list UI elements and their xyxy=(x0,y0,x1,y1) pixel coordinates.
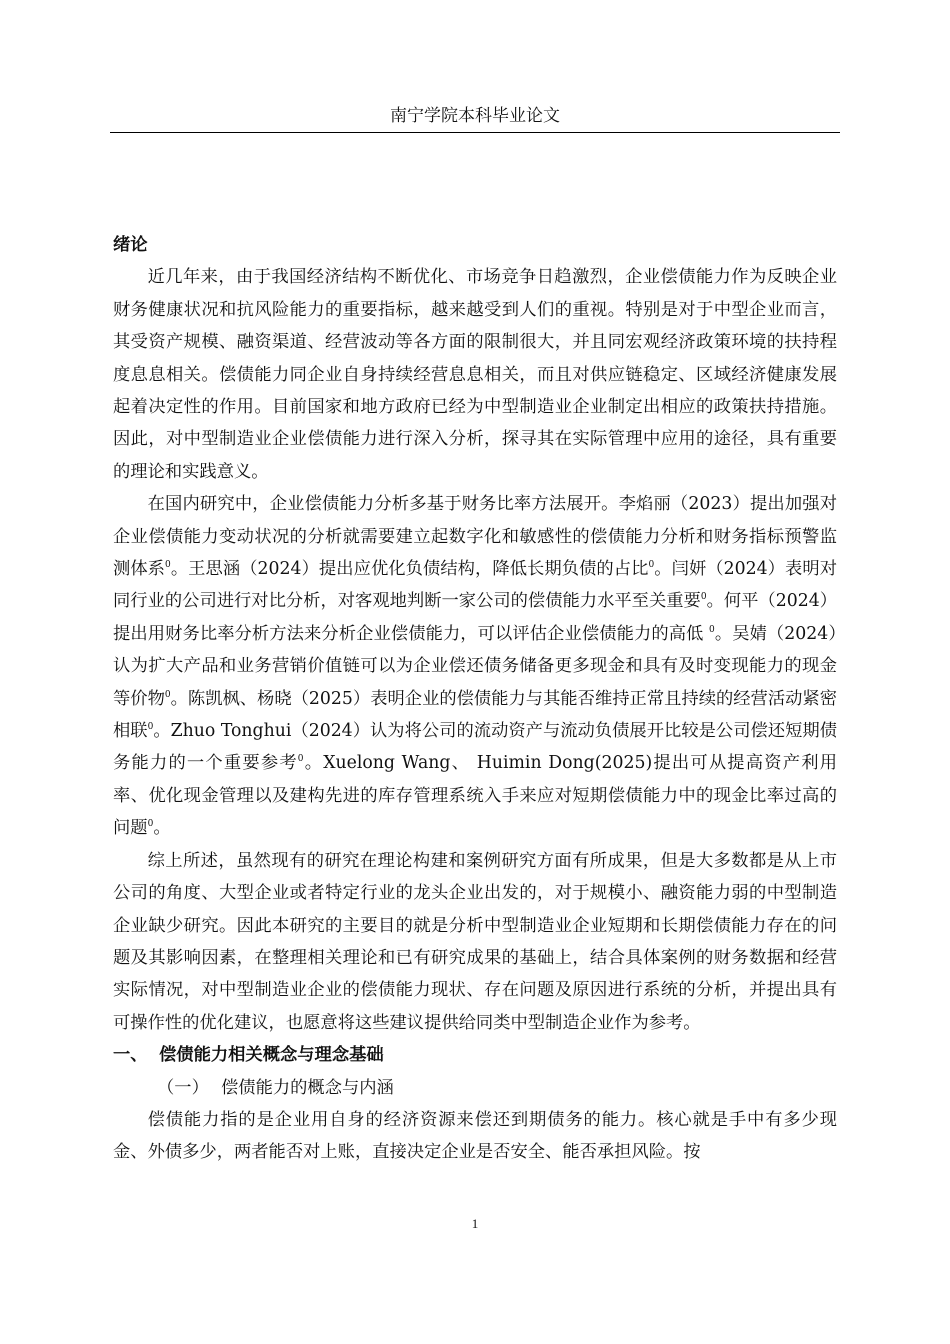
section-title: 偿债能力相关概念与理念基础 xyxy=(159,1045,384,1066)
page-body xyxy=(113,229,837,1169)
reference-marker: 0 xyxy=(297,754,304,765)
citation-sentence-4: 。何平（2024）提出用财务比率分析方法来分析企业偿债能力，可以评估企业偿债能力的高低 xyxy=(113,591,837,644)
subsection-title: 偿债能力的概念与内涵 xyxy=(221,1077,394,1098)
reference-marker: 0 xyxy=(700,592,707,603)
page-number: 1 xyxy=(471,1216,479,1231)
citation-sentence-7: 。Zhuo Tonghui（2024）认为将公司的流动资产与流动负债展开比较是公司偿还短期债务能力的一个重要参考 xyxy=(113,721,837,774)
citation-sentence-5: 。吴婧（2024）认为扩大产品和业务营销价值链可以为企业偿还债务储备更多现金和具有及时变现能力的现金等价物 xyxy=(113,623,837,709)
section-number: 一、 xyxy=(113,1045,148,1066)
subsection-heading xyxy=(113,1072,837,1104)
citation-sentence-9: 。 xyxy=(153,818,171,839)
citation-sentence-2: 。王思涵（2024）提出应优化负债结构，降低长期负债的占比 xyxy=(170,559,649,580)
reference-marker: 0 xyxy=(648,560,655,571)
section-heading xyxy=(113,1039,837,1071)
reference-marker: 0 xyxy=(147,819,154,830)
intro-heading: 绪论 xyxy=(113,235,148,255)
reference-marker: 0 xyxy=(147,722,154,733)
reference-marker: 0 xyxy=(164,689,171,700)
header-rule xyxy=(110,132,840,133)
citation-sentence-8: 。Xuelong Wang、 Huimin Dong(2025)提出可从提高资产利用率、优化现金管理以及建构先进的库存管理系统入手来应对短期偿债能力中的现金比率过高的问题 xyxy=(113,753,837,839)
intro-paragraph-1: 近几年来，由于我国经济结构不断优化、市场竞争日趋激烈，企业偿债能力作为反映企业财务健康状况和抗风险能力的重要指标，越来越受到人们的重视。特别是对于中型企业而言，其受资产规模、融资渠道、经营波动等各方面的限制很大，并且同宏观经济政策环境的扶持程度息息相关。偿债能力同企业自身持续经营息息相关，而且对供应链稳定、区域经济健康发展起着决定性的作用。目前国家和地方政府已经为中型制造业企业制定出相应的政策扶持措施。因此，对中型制造业企业偿债能力进行深入分析，探寻其在实际管理中应用的途径，具有重要的理论和实践意义。 xyxy=(113,267,837,482)
reference-marker: 0 xyxy=(709,625,715,636)
subsection-paragraph: 偿债能力指的是企业用自身的经济资源来偿还到期债务的能力。核心就是手中有多少现金、外债多少，两者能否对上账，直接决定企业是否安全、能否承担风险。按 xyxy=(113,1109,837,1163)
citation-sentence-3: 。闫妍（2024）表明对同行业的公司进行对比分析，对客观地判断一家公司的偿债能力水平至关重要 xyxy=(113,559,837,612)
intro-paragraph-3: 综上所述，虽然现有的研究在理论构建和案例研究方面有所成果，但是大多数都是从上市公司的角度、大型企业或者特定行业的龙头企业出发的，对于规模小、融资能力弱的中型制造企业缺少研究。因此本研究的主要目的就是分析中型制造业企业短期和长期偿债能力存在的问题及其影响因素，在整理相关理论和已有研究成果的基础上，结合具体案例的财务数据和经营实际情况，对中型制造业企业的偿债能力现状、存在问题及原因进行系统的分析，并提出具有可操作性的优化建议，也愿意将这些建议提供给同类中型制造企业作为参考。 xyxy=(113,850,837,1033)
subsection-number: （一） xyxy=(157,1077,209,1098)
running-header: 南宁学院本科毕业论文 xyxy=(390,106,560,126)
citation-sentence-1: 在国内研究中，企业偿债能力分析多基于财务比率方法展开。李焰丽（2023）提出加强对企业偿债能力变动状况的分析就需要建立起数字化和敏感性的偿债能力分析和财务指标预警监测体系 xyxy=(113,494,837,580)
reference-marker: 0 xyxy=(165,560,171,571)
intro-paragraph-2 xyxy=(113,488,837,844)
citation-sentence-6: 。陈凯枫、杨晓（2025）表明企业的偿债能力与其能否维持正常且持续的经营活动紧密相联 xyxy=(113,688,837,742)
